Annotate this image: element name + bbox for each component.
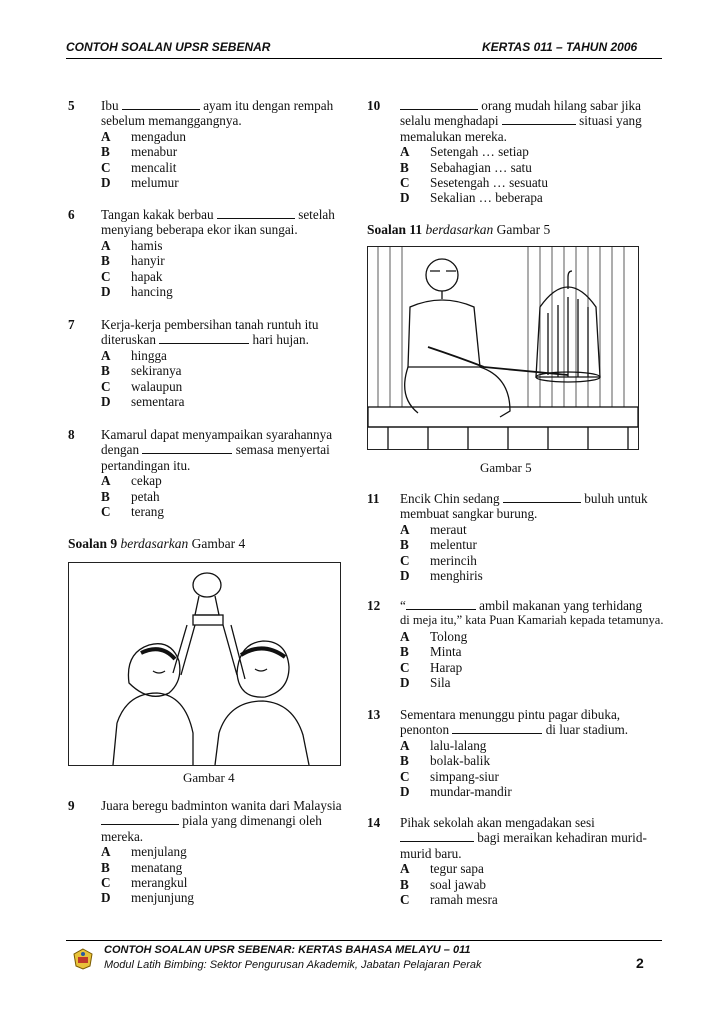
option-letter: D xyxy=(101,284,111,300)
option-letter: A xyxy=(101,844,111,860)
section-label: Soalan 9 xyxy=(68,536,118,551)
stem-text: Ibu xyxy=(101,98,119,113)
option-text: hingga xyxy=(131,347,167,363)
option-text: menghiris xyxy=(430,568,483,584)
section-heading-11 xyxy=(367,222,550,238)
figure-caption: Gambar 5 xyxy=(480,460,532,475)
answer-option xyxy=(400,190,662,205)
option-text: cekap xyxy=(131,473,162,489)
option-letter: C xyxy=(101,268,111,284)
answer-option xyxy=(101,489,363,504)
footer-rule xyxy=(66,940,662,941)
question-13 xyxy=(367,707,662,799)
option-text: terang xyxy=(131,504,164,520)
question-5 xyxy=(68,98,363,190)
option-letter: D xyxy=(400,675,410,691)
stem-text: setelah xyxy=(298,207,335,222)
option-letter: B xyxy=(400,644,409,660)
stem-text: mereka. xyxy=(101,828,144,844)
answer-blank xyxy=(503,492,581,503)
question-number: 11 xyxy=(367,491,380,506)
answer-blank xyxy=(159,333,249,344)
stem-text: dengan xyxy=(101,442,140,458)
option-letter: A xyxy=(400,737,410,753)
question-10 xyxy=(367,98,662,206)
question-number: 5 xyxy=(68,98,75,113)
option-text: Sebahagian … satu xyxy=(430,159,532,175)
answer-option xyxy=(101,875,363,890)
stem-text: semasa menyertai xyxy=(235,442,330,458)
option-text: mundar-mandir xyxy=(430,784,512,800)
stem-text: memalukan mereka. xyxy=(400,128,507,144)
question-number: 13 xyxy=(367,707,381,722)
option-text: walaupun xyxy=(131,378,183,394)
option-letter: B xyxy=(101,144,110,160)
footer-text: Modul Latih Bimbing xyxy=(104,959,204,971)
option-letter: D xyxy=(101,175,111,191)
option-text: melumur xyxy=(131,175,179,191)
question-11 xyxy=(367,491,662,583)
stem-text: selalu menghadapi xyxy=(400,113,499,129)
answer-option xyxy=(400,522,662,537)
question-number: 12 xyxy=(367,598,381,613)
option-text: Minta xyxy=(430,644,462,660)
answer-option xyxy=(101,284,363,299)
section-label: Soalan 11 xyxy=(367,222,423,237)
answer-option xyxy=(101,473,363,488)
option-text: sekiranya xyxy=(131,363,182,379)
option-letter: B xyxy=(101,859,110,875)
option-text: hapak xyxy=(131,268,163,284)
option-letter: C xyxy=(101,159,111,175)
header-left: CONTOH SOALAN UPSR SEBENAR xyxy=(66,40,271,54)
header-right: KERTAS 011 – TAHUN 2006 xyxy=(482,40,638,54)
option-text: Sesetengah … sesuatu xyxy=(430,175,548,191)
question-14 xyxy=(367,815,667,907)
stem-text: Tangan kakak berbau xyxy=(101,207,214,222)
option-letter: C xyxy=(400,552,410,568)
answer-option xyxy=(101,144,363,159)
answer-option xyxy=(101,269,363,284)
stem-text: orang mudah hilang sabar jika xyxy=(481,98,641,113)
stem-text: bagi meraikan kehadiran murid- xyxy=(477,830,647,846)
answer-option xyxy=(101,175,363,190)
stem-text: diteruskan xyxy=(101,332,156,348)
answer-option xyxy=(101,348,363,363)
option-letter: C xyxy=(400,892,410,908)
stem-text: Encik Chin sedang xyxy=(400,491,500,506)
answer-option xyxy=(101,253,363,268)
option-letter: B xyxy=(101,363,110,379)
option-letter: A xyxy=(400,521,410,537)
answer-blank xyxy=(452,723,542,734)
stem-text: Pihak sekolah akan mengadakan sesi xyxy=(400,815,595,830)
answer-blank xyxy=(101,814,179,825)
option-letter: A xyxy=(400,144,410,160)
option-letter: B xyxy=(400,753,409,769)
stem-text: pertandingan itu. xyxy=(101,457,191,473)
answer-option xyxy=(400,660,667,675)
answer-option xyxy=(400,568,662,583)
answer-option xyxy=(101,890,363,905)
question-number: 9 xyxy=(68,798,75,813)
option-text: merangkul xyxy=(131,875,188,891)
question-number: 7 xyxy=(68,317,75,332)
option-letter: A xyxy=(101,347,111,363)
question-6 xyxy=(68,207,363,299)
option-text: Sila xyxy=(430,675,451,691)
stem-text: “ xyxy=(400,598,406,613)
crest-logo-icon xyxy=(72,948,94,970)
stem-text: membuat sangkar burung. xyxy=(400,506,538,522)
section-label: berdasarkan xyxy=(425,222,494,237)
option-text: hanyir xyxy=(131,253,165,269)
option-letter: D xyxy=(400,568,410,584)
option-text: meraut xyxy=(430,521,467,537)
answer-option xyxy=(101,160,363,175)
trophy-illustration xyxy=(69,563,340,765)
answer-option xyxy=(400,753,662,768)
option-letter: B xyxy=(101,488,110,504)
option-letter: C xyxy=(101,378,111,394)
stem-text: Kerja-kerja pembersihan tanah runtuh itu xyxy=(101,317,319,332)
answer-option xyxy=(400,160,662,175)
stem-text: Juara beregu badminton wanita dari Malaysia xyxy=(101,798,342,813)
question-7 xyxy=(68,317,363,409)
stem-text: murid baru. xyxy=(400,845,462,861)
option-text: melentur xyxy=(430,537,477,553)
footer-text: : Sektor Pengurusan Akademik, Jabatan Pelajaran Perak xyxy=(203,959,482,971)
answer-blank xyxy=(406,599,476,610)
option-letter: C xyxy=(101,504,111,520)
stem-text: Sementara menunggu pintu pagar dibuka, xyxy=(400,707,621,722)
answer-option xyxy=(400,784,662,799)
option-letter: A xyxy=(101,473,111,489)
option-letter: B xyxy=(101,253,110,269)
answer-option xyxy=(101,379,363,394)
option-text: ramah mesra xyxy=(430,892,498,908)
answer-option xyxy=(400,892,667,907)
answer-option xyxy=(400,877,667,892)
bamboo-cage-illustration xyxy=(368,247,638,449)
stem-text: di meja itu,” kata Puan Kamariah kepada tetamunya. xyxy=(400,613,664,628)
option-letter: D xyxy=(101,890,111,906)
option-text: hancing xyxy=(131,284,173,300)
option-text: Sekalian … beberapa xyxy=(430,190,543,206)
figure-gambar-4 xyxy=(68,562,341,766)
question-number: 10 xyxy=(367,98,381,113)
option-text: petah xyxy=(131,488,160,504)
stem-text: penonton xyxy=(400,722,450,738)
footer-line-1: CONTOH SOALAN UPSR SEBENAR: KERTAS BAHASA MELAYU – 011 xyxy=(104,944,471,956)
stem-text: sebelum memanggangnya. xyxy=(101,113,242,129)
option-letter: D xyxy=(400,784,410,800)
answer-option xyxy=(400,738,662,753)
option-text: menabur xyxy=(131,144,178,160)
answer-option xyxy=(400,537,662,552)
option-text: Tolong xyxy=(430,628,468,644)
question-number: 6 xyxy=(68,207,75,222)
question-8 xyxy=(68,427,363,519)
question-9 xyxy=(68,798,363,906)
option-letter: A xyxy=(101,128,111,144)
option-text: hamis xyxy=(131,237,163,253)
option-text: menjulang xyxy=(131,844,187,860)
option-text: soal jawab xyxy=(430,876,487,892)
question-12 xyxy=(367,598,667,690)
footer-line-2 xyxy=(104,959,481,971)
option-text: Setengah … setiap xyxy=(430,144,529,160)
option-text: Harap xyxy=(430,659,463,675)
option-text: merincih xyxy=(430,552,477,568)
answer-option xyxy=(101,860,363,875)
answer-option xyxy=(400,675,667,690)
option-letter: D xyxy=(101,394,111,410)
answer-option xyxy=(400,629,667,644)
header-rule xyxy=(66,58,662,59)
option-letter: C xyxy=(400,659,410,675)
option-letter: C xyxy=(400,175,410,191)
option-text: mencalit xyxy=(131,159,177,175)
stem-text: di luar stadium. xyxy=(545,722,629,738)
section-label: Gambar 4 xyxy=(191,536,246,551)
answer-option xyxy=(101,844,363,859)
option-text: mengadun xyxy=(131,128,186,144)
answer-option xyxy=(400,175,662,190)
answer-option xyxy=(400,144,662,159)
option-letter: C xyxy=(400,768,410,784)
option-text: menjunjung xyxy=(131,890,195,906)
answer-blank xyxy=(502,114,576,125)
section-label: berdasarkan xyxy=(120,536,189,551)
option-letter: A xyxy=(400,628,410,644)
option-letter: B xyxy=(400,159,409,175)
answer-blank xyxy=(400,831,474,842)
option-letter: C xyxy=(101,875,111,891)
answer-option xyxy=(400,644,667,659)
answer-option xyxy=(101,238,363,253)
answer-option xyxy=(101,504,363,519)
section-heading-9 xyxy=(68,536,245,552)
option-text: lalu-lalang xyxy=(430,737,487,753)
answer-option xyxy=(101,394,363,409)
stem-text: buluh untuk xyxy=(584,491,648,506)
stem-text: ambil makanan yang terhidang xyxy=(479,598,643,613)
option-letter: A xyxy=(101,237,111,253)
option-letter: A xyxy=(400,861,410,877)
answer-option xyxy=(400,769,662,784)
stem-text: menyiang beberapa ekor ikan sungai. xyxy=(101,222,298,238)
option-letter: B xyxy=(400,876,409,892)
answer-option xyxy=(101,363,363,378)
answer-option xyxy=(400,553,662,568)
question-number: 14 xyxy=(367,815,381,830)
option-text: tegur sapa xyxy=(430,861,484,877)
stem-text: situasi yang xyxy=(579,113,642,129)
option-letter: D xyxy=(400,190,410,206)
answer-option xyxy=(400,861,667,876)
option-text: menatang xyxy=(131,859,183,875)
option-text: simpang-siur xyxy=(430,768,499,784)
question-number: 8 xyxy=(68,427,75,442)
option-letter: B xyxy=(400,537,409,553)
section-label: Gambar 5 xyxy=(496,222,551,237)
stem-text: piala yang dimenangi oleh xyxy=(182,813,322,829)
stem-text: ayam itu dengan rempah xyxy=(203,98,334,113)
figure-caption: Gambar 4 xyxy=(183,770,235,785)
stem-text: hari hujan. xyxy=(252,332,309,348)
answer-option xyxy=(101,129,363,144)
stem-text: Kamarul dapat menyampaikan syarahannya xyxy=(101,427,333,442)
answer-blank xyxy=(217,208,295,219)
option-text: sementara xyxy=(131,394,185,410)
answer-blank xyxy=(142,443,232,454)
option-text: bolak-balik xyxy=(430,753,491,769)
figure-gambar-5 xyxy=(367,246,639,450)
page-number: 2 xyxy=(636,955,644,971)
answer-blank xyxy=(122,99,200,110)
answer-blank xyxy=(400,99,478,110)
